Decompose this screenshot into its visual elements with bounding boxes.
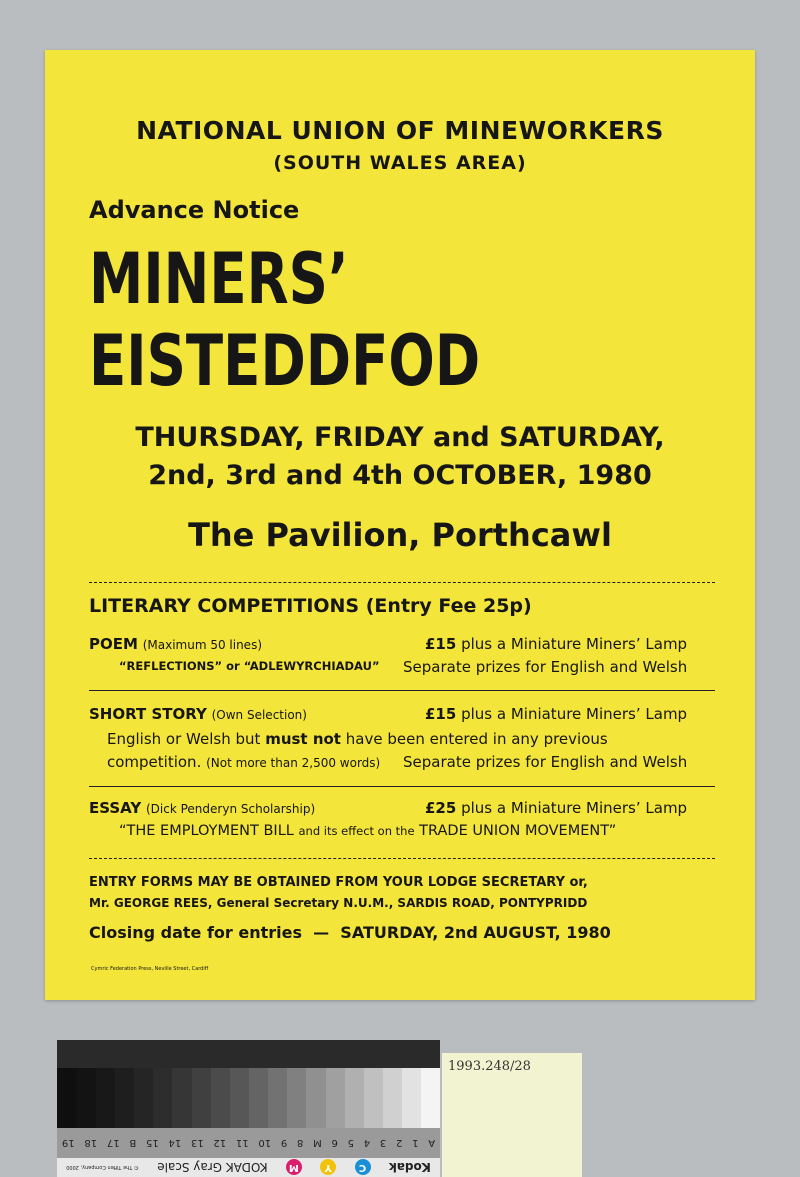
poem-prize: £15 plus a Miniature Miners’ Lamp	[425, 635, 688, 653]
gray-patch	[210, 1068, 230, 1128]
gray-patch-label: M	[313, 1137, 322, 1149]
gray-patch	[249, 1068, 269, 1128]
gray-patch-strip	[57, 1040, 440, 1128]
union-heading: NATIONAL UNION OF MINEWORKERS	[136, 116, 664, 145]
gray-patch	[421, 1068, 441, 1128]
gray-patch-label: 18	[84, 1137, 98, 1149]
gray-patch-label: 14	[168, 1137, 182, 1149]
gray-patch-label: 19	[61, 1137, 75, 1149]
dot-m: M	[286, 1160, 302, 1176]
gray-patch	[76, 1068, 96, 1128]
essay-theme: “THE EMPLOYMENT BILL and its effect on the TRADE UNION MOVEMENT”	[119, 823, 617, 839]
gray-patch-label: A	[428, 1137, 436, 1149]
poem-title: POEM (Maximum 50 lines)	[89, 635, 262, 653]
gray-patch	[402, 1068, 422, 1128]
literary-heading: LITERARY COMPETITIONS (Entry Fee 25p)	[89, 595, 532, 617]
gray-patch-label: 10	[258, 1137, 272, 1149]
kodak-gray-scale-card	[57, 1040, 440, 1177]
gray-patch-label: 4	[363, 1137, 371, 1149]
entry-forms-line1: ENTRY FORMS MAY BE OBTAINED FROM YOUR LODGE SECRETARY or,	[89, 875, 588, 890]
event-title-line2: EISTEDDFOD	[89, 320, 481, 402]
gray-patch-label: 12	[213, 1137, 227, 1149]
printer-credit: Cymric Federation Press, Neville Street, Cardiff	[91, 966, 209, 972]
gray-scale-numbers	[57, 1128, 440, 1158]
poster	[45, 50, 755, 1000]
gray-patch	[95, 1068, 115, 1128]
short-story-limit: competition. (Not more than 2,500 words)	[107, 753, 381, 771]
gray-patch	[268, 1068, 288, 1128]
gray-patch-label: 9	[280, 1137, 288, 1149]
divider	[89, 858, 715, 859]
poem-separate-prizes: Separate prizes for English and Welsh	[403, 658, 688, 676]
gray-patch-label: 2	[396, 1137, 403, 1149]
gray-patch-label: 1	[412, 1137, 419, 1149]
dot-y: Y	[320, 1160, 336, 1176]
gray-patch	[325, 1068, 345, 1128]
venue: The Pavilion, Porthcawl	[188, 516, 612, 554]
gray-patch-label: 3	[379, 1137, 387, 1149]
short-story-separate-prizes: Separate prizes for English and Welsh	[403, 753, 688, 771]
gray-patch	[383, 1068, 403, 1128]
kodak-label-bar	[57, 1158, 440, 1177]
gray-patch-label: 5	[347, 1137, 355, 1149]
gray-patch-label: 15	[145, 1137, 159, 1149]
gray-patch-label: 13	[190, 1137, 204, 1149]
dates-line1: THURSDAY, FRIDAY and SATURDAY,	[135, 422, 665, 453]
divider	[89, 690, 715, 691]
short-story-prize: £15 plus a Miniature Miners’ Lamp	[425, 705, 688, 723]
gray-patch	[191, 1068, 211, 1128]
advance-notice: Advance Notice	[89, 196, 300, 224]
dot-c: C	[355, 1160, 371, 1176]
gray-patch	[229, 1068, 249, 1128]
kodak-brand: Kodak	[388, 1160, 431, 1175]
gray-patch	[344, 1068, 364, 1128]
copyright: © The Tiffen Company, 2000	[66, 1164, 139, 1171]
gray-patch	[114, 1068, 134, 1128]
divider	[89, 582, 715, 583]
poem-theme: “REFLECTIONS” or “ADLEWYRCHIADAU”	[119, 659, 380, 673]
catalogue-number: 1993.248/28	[448, 1059, 531, 1074]
short-story-rules: English or Welsh but must not have been entered in any previous	[107, 730, 608, 748]
gray-patch	[153, 1068, 173, 1128]
gray-patch-label: B	[129, 1137, 137, 1149]
closing-date-row: Closing date for entries — SATURDAY, 2nd AUGUST, 1980	[89, 923, 611, 942]
gray-patch-label: 17	[106, 1137, 120, 1149]
essay-title: ESSAY (Dick Penderyn Scholarship)	[89, 799, 316, 817]
gray-patch	[363, 1068, 383, 1128]
entry-forms-line2: Mr. GEORGE REES, General Secretary N.U.M., SARDIS ROAD, PONTYPRIDD	[89, 896, 588, 910]
short-story-title: SHORT STORY (Own Selection)	[89, 705, 307, 723]
gray-patch	[306, 1068, 326, 1128]
gray-patch	[287, 1068, 307, 1128]
event-title-line1: MINERS’	[89, 238, 349, 320]
gray-patch-label: 11	[235, 1137, 249, 1149]
essay-prize: £25 plus a Miniature Miners’ Lamp	[425, 799, 688, 817]
gray-patch	[57, 1068, 77, 1128]
gray-patch-label: 6	[331, 1137, 338, 1149]
gray-patch	[172, 1068, 192, 1128]
gray-patch-label: 8	[297, 1137, 304, 1149]
gray-patch	[134, 1068, 154, 1128]
gray-scale-label: KODAK Gray Scale	[157, 1160, 268, 1175]
dates-line2: 2nd, 3rd and 4th OCTOBER, 1980	[148, 460, 652, 491]
catalogue-label	[442, 1053, 582, 1177]
divider	[89, 786, 715, 787]
area-subheading: (SOUTH WALES AREA)	[273, 152, 527, 174]
